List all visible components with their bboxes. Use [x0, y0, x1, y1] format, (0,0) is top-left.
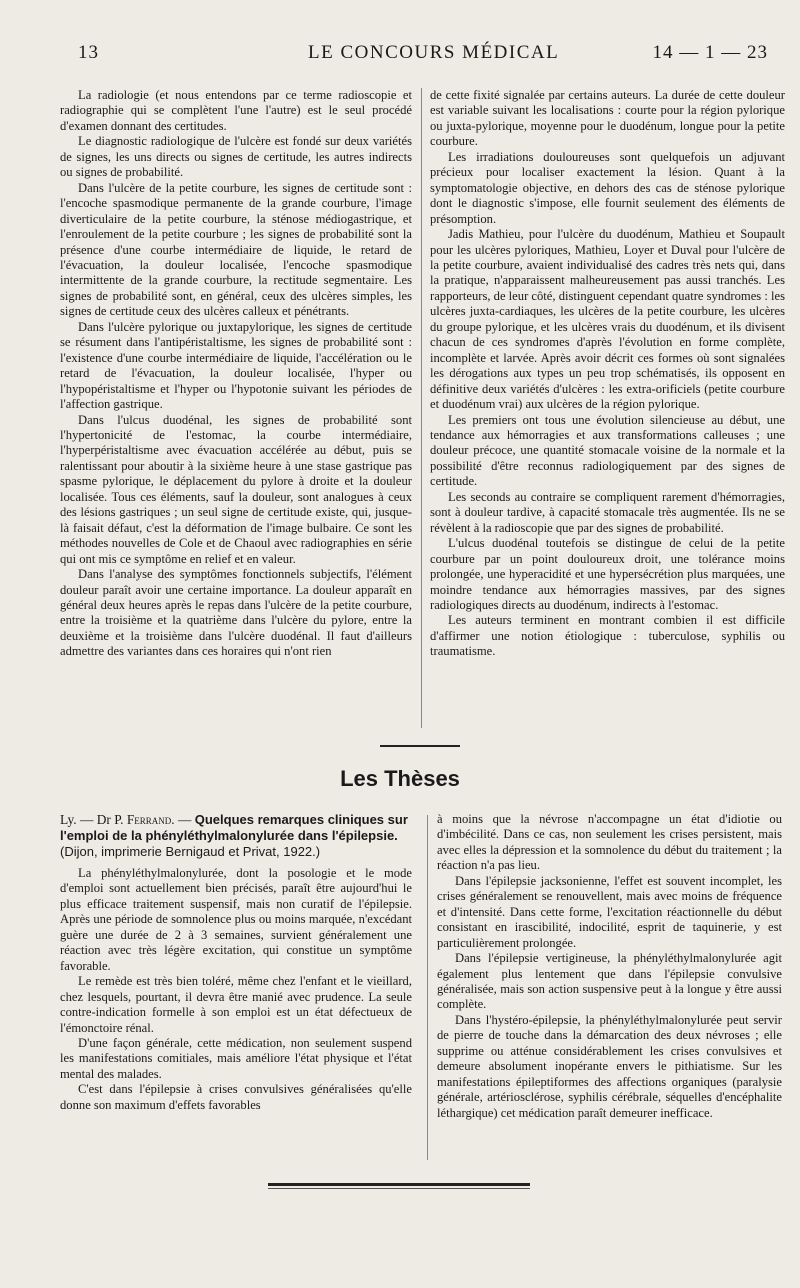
- paragraph: Dans l'épilepsie vertigineuse, la phényléthylmalonylurée agit également plus lentement que dans l'épilepsie convulsive généralisée, mais son action suspensive peut à la longue y être aussi complète.: [437, 951, 782, 1012]
- paragraph: La radiologie (et nous entendons par ce terme radioscopie et radiographie qui se complètent l'une l'autre) est le seul procédé d'examen donnant des certitudes.: [60, 88, 412, 133]
- paragraph: L'ulcus duodénal toutefois se distingue de celui de la petite courbure par un point douloureux droit, une tolérance moins prolongée, une hyperacidité et une hypersécrétion plus marquées, une moindre tendance aux hémorragies massives, par des signes radiologiques directs au duodénum, indirects à l'estomac.: [430, 536, 785, 612]
- entry-author: P. Ferrand.: [114, 812, 175, 827]
- paragraph: Le remède est très bien toléré, même chez l'enfant et le vieillard, chez lesquels, pourtant, il devra être manié avec prudence. La seule contre-indication formelle à son emploi est un état défectueux de l'émonctoire rénal.: [60, 974, 412, 1035]
- paragraph: de cette fixité signalée par certains auteurs. La durée de cette douleur est variable suivant les localisations : courte pour la région pylorique ou juxta-pylorique, moyenne pour le duodénum, longue pour la petite courbure.: [430, 88, 785, 149]
- bottom-left-column: [60, 812, 412, 1162]
- page-number: 13: [78, 42, 99, 63]
- paragraph: C'est dans l'épilepsie à crises convulsives généralisées qu'elle donne son maximum d'effets favorables: [60, 1082, 412, 1112]
- paragraph: Dans l'ulcère pylorique ou juxtapylorique, les signes de certitude se résument dans l'antipéristaltisme, les signes de probabilité sont : l'existence d'une courbe intermédiaire de liquide, l'accélération ou le retard de l'évacuation, la douleur localisée, l'hyper ou l'hypopéristaltisme et l'hyper ou l'hypotonie suivant les périodes de l'affection gastrique.: [60, 319, 412, 412]
- entry-dash: —: [174, 812, 195, 827]
- issue-date: 14 — 1 — 23: [652, 42, 768, 63]
- page-header: [78, 42, 768, 62]
- section-divider: [380, 745, 460, 747]
- column-divider: [427, 815, 428, 1160]
- entry-title: Quelques remarques cliniques sur l'emploi de la phényléthylmalonylurée dans l'épilepsie.: [60, 812, 408, 843]
- paragraph: Les irradiations douloureuses sont quelquefois un adjuvant précieux pour localiser exactement la lésion. Quant à la symptomatologie objective, en dehors des cas de sténose pylorique dont le diagnostic s'impose, elle fournit seulement des éléments de présomption.: [430, 149, 785, 226]
- paragraph: Dans l'ulcère de la petite courbure, les signes de certitude sont : l'encoche spasmodique permanente de la grande courbure, l'image diverticulaire de la petite courbure, la sténose médiogastrique, et l'enroulement de la petite courbure ; les signes de probabilité sont la présence d'une courbe intermédiaire de liquide, le retard de l'évacuation, la douleur localisée, l'encoche spasmodique intermittente de la grande courbure, la rectitude segmentaire. Les signes de probabilité sont, en général, ceux des ulcères simples, les signes de certitude ceux des ulcères calleux et pénétrants.: [60, 180, 412, 319]
- paragraph: La phényléthylmalonylurée, dont la posologie et le mode d'emploi sont actuellement bien précisés, paraît être aujourd'hui le plus efficace traitement suspensif, mais non curatif de l'épilepsie. Après une période de somnolence plus ou moins marquée, n'excédant guère une durée de 2 à 3 semaines, survient généralement une réaction avec très légère excitation, qui constitue un symptôme favorable.: [60, 866, 412, 973]
- section-title: Les Thèses: [340, 766, 460, 791]
- paragraph: Dans l'hystéro-épilepsie, la phényléthylmalonylurée peut servir de pierre de touche dans la démarcation des deux névroses ; elle supprime ou atténue considérablement les crises convulsives et demeure absolument inopérante envers le pithiatisme. Sur les manifestations épileptiformes des affections organiques (paralysie générale, artériosclérose, syphilis cérébrale, séquelles d'encéphalite léthargique) cet médication paraît demeurer inefficace.: [437, 1012, 782, 1120]
- journal-title: LE CONCOURS MÉDICAL: [308, 42, 560, 63]
- end-rule: [268, 1183, 530, 1186]
- paragraph: Le diagnostic radiologique de l'ulcère est fondé sur deux variétés de signes, les uns directs ou signes de certitude, les autres indirects ou signes de probabilité.: [60, 134, 412, 180]
- paragraph: Dans l'ulcus duodénal, les signes de probabilité sont l'hypertonicité de l'estomac, la courbe intermédiaire, l'hyperpéristaltisme avec évacuation accélérée au début, puis se ralentissant pour aboutir à la sixième heure à une stase gastrique pas spasme pylorique, le déplacement du pylore à droite et la douleur localisée. Tous ces éléments, sauf la douleur, sont analogues à ceux des lésions gastriques ; un seul signe de certitude existe, qui, jusque-là faisait défaut, c'est la déformation de l'image bulbaire. Ce sont les méthodes nouvelles de Cole et de Chaoul avec radiographies en série qui ont mis ce symptôme en relief et en valeur.: [60, 412, 412, 566]
- paragraph: D'une façon générale, cette médication, non seulement suspend les manifestations comitiales, mais améliore l'état physique et l'état mental des malades.: [60, 1035, 412, 1081]
- thesis-entry-heading: [60, 812, 412, 860]
- paragraph: Les premiers ont tous une évolution silencieuse au début, une tendance aux hémorragies et aux transformations calleuses ; une douleur précoce, une quantité stomacale voisine de la normale et la possibilité d'être reconnus radiologiquement par des signes de certitude.: [430, 412, 785, 489]
- end-rule-thin: [268, 1188, 530, 1189]
- paragraph: à moins que la névrose n'accompagne un état d'idiotie ou d'imbécilité. Dans ce cas, non seulement les crises persistent, mais avec elles la dépression et la somnolence du début du traitement ; la réaction n'a pas lieu.: [437, 812, 782, 873]
- entry-prefix: Ly. — Dr: [60, 812, 115, 827]
- paragraph: Dans l'analyse des symptômes fonctionnels subjectifs, l'élément douleur paraît avoir une certaine importance. La douleur apparaît en général deux heures après le repas dans l'ulcère de la petite courbure, entre la troisième et la quatrième dans l'ulcère du pylore, entre la deuxième et la troisième dans l'ulcère duodénal. Il faut d'ailleurs admettre des variantes dans ces horaires qui n'ont rien: [60, 567, 412, 659]
- paragraph: Jadis Mathieu, pour l'ulcère du duodénum, Mathieu et Soupault pour les ulcères pyloriques, Mathieu, Loyer et Duval pour l'ulcère de la petite courbure, avaient individualisé des cadres très nets qui, dans la pratique, n'apparaissent malheureusement pas aussi tranchés. Les rapporteurs, de leur côté, distinguent cependant quatre syndromes : les ulcères juxta-cardiaques, les ulcères de la petite courbure, les ulcères du groupe pylorique, et les ulcères vrais du duodénum, et ils divisent chacun de ces syndromes d'après l'évolution en forme complète, incomplète et larvée. Après avoir décrit ces formes où sont signalées les dérogations aux types un peu trop schématisés, ils opposent en définitive deux variétés d'ulcères : les extra-orificiels (petite courbure et duodénum vrai) aux ulcères de la région pylorique.: [430, 227, 785, 412]
- paragraph: Dans l'épilepsie jacksonienne, l'effet est souvent incomplet, les crises généralement se renouvellent, mais avec moins de fréquence et d'intensité. Dans cette forme, l'excitation réactionnelle du début consistant en irascibilité, indocilité, esprit de taquinerie, y est particulièrement prolongée.: [437, 873, 782, 950]
- paragraph: Les seconds au contraire se compliquent rarement d'hémorragies, sont à douleur tardive, à capacité stomacale très augmentée. Ils ne se révèlent à la radioscopie que par des signes de probabilité.: [430, 489, 785, 535]
- paragraph: Les auteurs terminent en montrant combien il est difficile d'affirmer une notion étiologique : tuberculose, syphilis ou traumatisme.: [430, 613, 785, 659]
- entry-publisher: (Dijon, imprimerie Bernigaud et Privat, 1922.): [60, 844, 321, 859]
- top-left-column: [60, 88, 412, 730]
- bottom-right-column: [437, 812, 782, 1162]
- top-right-column: [430, 88, 785, 730]
- column-divider: [421, 88, 422, 728]
